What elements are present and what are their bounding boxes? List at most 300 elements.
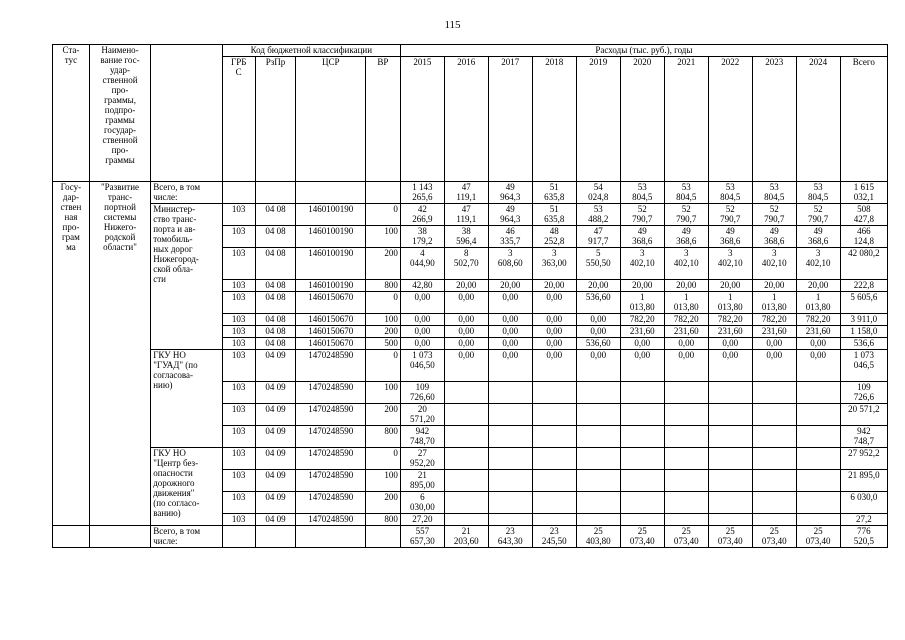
value-cell: 49 368,6	[664, 226, 708, 248]
value-cell: 1 013,80	[752, 292, 796, 314]
ministry-cell: Министер- ство транс- порта и ав- томобиль- ных дорог Нижегород- ской обла- сти	[151, 204, 223, 350]
value-cell: 0,00	[488, 338, 532, 350]
value-cell	[488, 404, 532, 426]
value-cell: 21 203,60	[444, 526, 488, 548]
value-cell: 20,00	[664, 280, 708, 292]
code-cell: 103	[222, 426, 255, 448]
value-cell: 231,60	[620, 326, 664, 338]
value-cell: 776 520,5	[840, 526, 887, 548]
value-cell: 0,00	[444, 338, 488, 350]
value-cell: 942 748,70	[400, 426, 444, 448]
code-cell: 04 09	[255, 470, 296, 492]
header-blank	[151, 45, 223, 182]
value-cell: 25 403,80	[576, 526, 620, 548]
value-cell	[444, 492, 488, 514]
value-cell	[752, 404, 796, 426]
code-cell: 1470248590	[296, 382, 366, 404]
value-cell: 1 013,80	[664, 292, 708, 314]
value-cell: 49 368,6	[620, 226, 664, 248]
header-expenses-group: Расходы (тыс. руб.), годы	[400, 45, 887, 57]
value-cell: 0,00	[488, 314, 532, 326]
value-cell: 47 917,7	[576, 226, 620, 248]
code-cell: 103	[222, 350, 255, 382]
value-cell: 20 571,20	[400, 404, 444, 426]
value-cell	[532, 404, 576, 426]
value-cell: 49 964,3	[488, 204, 532, 226]
code-cell: 1460100190	[296, 280, 366, 292]
code-cell: 1470248590	[296, 448, 366, 470]
value-cell	[576, 382, 620, 404]
value-cell: 3 402,10	[796, 248, 840, 280]
code-cell: 04 09	[255, 382, 296, 404]
value-cell: 25 073,40	[752, 526, 796, 548]
value-cell: 27,2	[840, 514, 887, 526]
value-cell	[444, 404, 488, 426]
code-cell: 04 08	[255, 280, 296, 292]
value-cell: 0,00	[444, 314, 488, 326]
value-cell: 0,00	[708, 338, 752, 350]
value-cell: 20,00	[576, 280, 620, 292]
csdd-cell: ГКУ НО "Центр без- опасности дорожного движения" (по согласо- ванию)	[151, 448, 223, 526]
code-cell	[296, 526, 366, 548]
value-cell: 20,00	[444, 280, 488, 292]
code-cell: 1470248590	[296, 404, 366, 426]
header-year: 2022	[708, 57, 752, 182]
code-cell: 103	[222, 326, 255, 338]
value-cell: 53 804,5	[664, 182, 708, 204]
code-cell: 800	[366, 280, 401, 292]
value-cell	[664, 448, 708, 470]
value-cell: 0,00	[488, 292, 532, 314]
value-cell: 782,20	[796, 314, 840, 326]
table-row	[53, 204, 888, 226]
value-cell: 3 363,00	[532, 248, 576, 280]
code-cell: 103	[222, 338, 255, 350]
code-cell: 04 08	[255, 292, 296, 314]
value-cell: 52 790,7	[708, 204, 752, 226]
code-cell: 04 08	[255, 338, 296, 350]
value-cell: 782,20	[664, 314, 708, 326]
value-cell: 231,60	[752, 326, 796, 338]
value-cell	[752, 382, 796, 404]
value-cell: 0,00	[400, 314, 444, 326]
code-cell: 103	[222, 492, 255, 514]
value-cell: 0,00	[796, 350, 840, 382]
value-cell	[708, 492, 752, 514]
header-year: 2016	[444, 57, 488, 182]
value-cell	[752, 470, 796, 492]
value-cell	[752, 426, 796, 448]
value-cell: 0,00	[444, 326, 488, 338]
value-cell: 231,60	[708, 326, 752, 338]
code-cell: 500	[366, 338, 401, 350]
value-cell	[576, 492, 620, 514]
code-cell: 1460150670	[296, 326, 366, 338]
header-name: Наимено- вание гос- удар- ственной про- граммы, подпро- граммы государ- ственной про- граммы	[89, 45, 150, 182]
header-year: 2015	[400, 57, 444, 182]
value-cell: 21 895,00	[400, 470, 444, 492]
value-cell	[444, 382, 488, 404]
value-cell: 0,00	[796, 338, 840, 350]
value-cell: 536,60	[576, 338, 620, 350]
value-cell	[796, 404, 840, 426]
value-cell: 0,00	[488, 326, 532, 338]
code-cell: 1460150670	[296, 338, 366, 350]
value-cell: 782,20	[752, 314, 796, 326]
code-cell: 0	[366, 448, 401, 470]
value-cell	[532, 514, 576, 526]
code-cell: 04 09	[255, 448, 296, 470]
code-cell	[255, 526, 296, 548]
value-cell: 0,00	[532, 292, 576, 314]
value-cell: 21 895,0	[840, 470, 887, 492]
code-cell: 1460100190	[296, 204, 366, 226]
code-cell: 1470248590	[296, 514, 366, 526]
value-cell: 6 030,00	[400, 492, 444, 514]
code-cell: 103	[222, 514, 255, 526]
value-cell: 0,00	[664, 338, 708, 350]
value-cell: 20,00	[488, 280, 532, 292]
header-year: Всего	[840, 57, 887, 182]
page-number: 115	[444, 19, 461, 31]
value-cell: 782,20	[708, 314, 752, 326]
value-cell: 48 252,8	[532, 226, 576, 248]
value-cell: 3 911,0	[840, 314, 887, 326]
header-status: Ста- тус	[53, 45, 90, 182]
code-cell: 04 09	[255, 350, 296, 382]
value-cell: 0,00	[620, 338, 664, 350]
value-cell: 20,00	[532, 280, 576, 292]
code-cell: 200	[366, 248, 401, 280]
code-cell: 103	[222, 280, 255, 292]
code-cell: 04 08	[255, 248, 296, 280]
code-cell: 100	[366, 226, 401, 248]
value-cell: 6 030,0	[840, 492, 887, 514]
code-cell: 0	[366, 292, 401, 314]
value-cell	[620, 382, 664, 404]
value-cell	[752, 492, 796, 514]
value-cell: 0,00	[532, 338, 576, 350]
value-cell: 42 266,9	[400, 204, 444, 226]
value-cell: 557 657,30	[400, 526, 444, 548]
value-cell: 0,00	[752, 350, 796, 382]
value-cell: 38 179,2	[400, 226, 444, 248]
value-cell: 53 804,5	[708, 182, 752, 204]
value-cell	[532, 426, 576, 448]
code-cell: 1470248590	[296, 492, 366, 514]
bottom-total-label: Всего, в том числе:	[151, 526, 223, 548]
value-cell	[444, 514, 488, 526]
code-cell: 200	[366, 404, 401, 426]
value-cell: 0,00	[752, 338, 796, 350]
header-code-group: Код бюджетной классификации	[222, 45, 400, 57]
value-cell	[532, 492, 576, 514]
header-year: 2020	[620, 57, 664, 182]
value-cell: 0,00	[576, 350, 620, 382]
header-code-col: ГРБ С	[222, 57, 255, 182]
code-cell	[222, 526, 255, 548]
budget-table	[52, 44, 888, 548]
value-cell: 51 635,8	[532, 182, 576, 204]
value-cell: 51 635,8	[532, 204, 576, 226]
code-cell: 103	[222, 248, 255, 280]
value-cell: 0,00	[708, 350, 752, 382]
value-cell	[576, 470, 620, 492]
value-cell	[752, 448, 796, 470]
guad-cell: ГКУ НО "ГУАД" (по согласова- нию)	[151, 350, 223, 448]
value-cell: 8 502,70	[444, 248, 488, 280]
value-cell	[532, 470, 576, 492]
code-cell: 04 09	[255, 492, 296, 514]
value-cell: 0,00	[664, 350, 708, 382]
code-cell: 04 09	[255, 426, 296, 448]
value-cell: 46 335,7	[488, 226, 532, 248]
value-cell: 42,80	[400, 280, 444, 292]
value-cell: 49 368,6	[708, 226, 752, 248]
value-cell	[532, 448, 576, 470]
value-cell: 20 571,2	[840, 404, 887, 426]
value-cell: 23 643,30	[488, 526, 532, 548]
value-cell: 49 368,6	[752, 226, 796, 248]
value-cell	[708, 404, 752, 426]
value-cell: 0,00	[444, 292, 488, 314]
value-cell	[620, 426, 664, 448]
code-cell: 100	[366, 382, 401, 404]
value-cell: 0,00	[532, 350, 576, 382]
value-cell	[444, 448, 488, 470]
code-cell	[296, 182, 366, 204]
value-cell: 0,00	[532, 314, 576, 326]
value-cell	[664, 470, 708, 492]
value-cell	[620, 514, 664, 526]
value-cell	[664, 426, 708, 448]
program-name-cell: "Развитие транс- портной системы Нижего- родской области"	[89, 182, 150, 526]
value-cell: 0,00	[488, 350, 532, 382]
code-cell: 04 08	[255, 314, 296, 326]
code-cell: 200	[366, 326, 401, 338]
code-cell	[366, 182, 401, 204]
value-cell: 109 726,60	[400, 382, 444, 404]
value-cell: 231,60	[664, 326, 708, 338]
value-cell: 0,00	[400, 326, 444, 338]
code-cell: 1460150670	[296, 292, 366, 314]
value-cell	[708, 470, 752, 492]
code-cell: 100	[366, 314, 401, 326]
value-cell: 20,00	[752, 280, 796, 292]
value-cell: 25 073,40	[664, 526, 708, 548]
header-row	[53, 45, 888, 57]
code-cell: 103	[222, 314, 255, 326]
code-cell: 103	[222, 204, 255, 226]
value-cell	[620, 492, 664, 514]
value-cell: 3 402,10	[708, 248, 752, 280]
value-cell: 1 013,80	[620, 292, 664, 314]
value-cell: 54 024,8	[576, 182, 620, 204]
code-cell: 1470248590	[296, 470, 366, 492]
value-cell: 466 124,8	[840, 226, 887, 248]
code-cell: 100	[366, 470, 401, 492]
value-cell	[576, 426, 620, 448]
code-cell: 103	[222, 404, 255, 426]
code-cell: 1460100190	[296, 248, 366, 280]
value-cell: 52 790,7	[620, 204, 664, 226]
value-cell: 53 804,5	[796, 182, 840, 204]
value-cell: 23 245,50	[532, 526, 576, 548]
code-cell: 103	[222, 448, 255, 470]
value-cell: 0,00	[532, 326, 576, 338]
code-cell: 200	[366, 492, 401, 514]
value-cell	[488, 514, 532, 526]
value-cell: 47 119,1	[444, 182, 488, 204]
table-row	[53, 448, 888, 470]
value-cell	[664, 404, 708, 426]
value-cell: 536,60	[576, 292, 620, 314]
value-cell: 0,00	[444, 350, 488, 382]
value-cell: 782,20	[620, 314, 664, 326]
table-row	[53, 350, 888, 382]
value-cell: 1 073 046,5	[840, 350, 887, 382]
value-cell: 109 726,6	[840, 382, 887, 404]
bottom-total-row	[53, 526, 888, 548]
value-cell: 27,20	[400, 514, 444, 526]
code-cell	[366, 526, 401, 548]
value-cell: 0,00	[576, 326, 620, 338]
code-cell: 0	[366, 204, 401, 226]
value-cell: 27 952,20	[400, 448, 444, 470]
value-cell	[796, 382, 840, 404]
value-cell: 0,00	[620, 350, 664, 382]
header-code-col: РзПр	[255, 57, 296, 182]
code-cell: 04 09	[255, 514, 296, 526]
code-cell: 04 09	[255, 404, 296, 426]
value-cell	[576, 514, 620, 526]
value-cell: 5 550,50	[576, 248, 620, 280]
value-cell: 38 596,4	[444, 226, 488, 248]
value-cell: 942 748,7	[840, 426, 887, 448]
value-cell: 49 964,3	[488, 182, 532, 204]
value-cell	[620, 404, 664, 426]
value-cell	[620, 448, 664, 470]
value-cell: 53 804,5	[620, 182, 664, 204]
code-cell	[255, 182, 296, 204]
code-cell: 800	[366, 514, 401, 526]
value-cell: 20,00	[708, 280, 752, 292]
value-cell: 25 073,40	[620, 526, 664, 548]
value-cell: 1 615 032,1	[840, 182, 887, 204]
code-cell: 103	[222, 292, 255, 314]
value-cell	[664, 492, 708, 514]
value-cell	[708, 448, 752, 470]
value-cell: 47 119,1	[444, 204, 488, 226]
value-cell: 4 044,90	[400, 248, 444, 280]
code-cell: 1470248590	[296, 426, 366, 448]
value-cell	[796, 426, 840, 448]
value-cell	[796, 514, 840, 526]
value-cell: 52 790,7	[752, 204, 796, 226]
header-year: 2023	[752, 57, 796, 182]
value-cell	[488, 492, 532, 514]
value-cell: 49 368,6	[796, 226, 840, 248]
value-cell: 0,00	[400, 292, 444, 314]
value-cell: 0,00	[576, 314, 620, 326]
code-cell: 04 08	[255, 326, 296, 338]
code-cell	[222, 182, 255, 204]
value-cell	[488, 448, 532, 470]
code-cell: 103	[222, 226, 255, 248]
value-cell: 53 488,2	[576, 204, 620, 226]
value-cell	[620, 470, 664, 492]
value-cell: 53 804,5	[752, 182, 796, 204]
code-cell: 04 08	[255, 204, 296, 226]
value-cell: 3 608,60	[488, 248, 532, 280]
value-cell: 42 080,2	[840, 248, 887, 280]
value-cell: 536,6	[840, 338, 887, 350]
code-cell: 1460150670	[296, 314, 366, 326]
value-cell: 0,00	[400, 338, 444, 350]
value-cell	[532, 382, 576, 404]
code-cell: 800	[366, 426, 401, 448]
total-label: Всего, в том числе:	[151, 182, 223, 204]
value-cell	[796, 448, 840, 470]
value-cell: 3 402,10	[620, 248, 664, 280]
header-year: 2024	[796, 57, 840, 182]
header-code-col: ЦСР	[296, 57, 366, 182]
value-cell: 3 402,10	[664, 248, 708, 280]
code-cell: 1470248590	[296, 350, 366, 382]
value-cell	[664, 514, 708, 526]
value-cell	[708, 426, 752, 448]
header-year: 2018	[532, 57, 576, 182]
value-cell	[752, 514, 796, 526]
value-cell	[576, 448, 620, 470]
value-cell	[708, 514, 752, 526]
header-year: 2021	[664, 57, 708, 182]
value-cell	[576, 404, 620, 426]
value-cell: 20,00	[796, 280, 840, 292]
code-cell: 103	[222, 470, 255, 492]
value-cell: 5 605,6	[840, 292, 887, 314]
value-cell: 1 143 265,6	[400, 182, 444, 204]
value-cell: 1 158,0	[840, 326, 887, 338]
value-cell: 25 073,40	[796, 526, 840, 548]
value-cell	[488, 470, 532, 492]
value-cell: 52 790,7	[664, 204, 708, 226]
code-cell: 0	[366, 350, 401, 382]
status-cell: Госу- дар- ствен ная про- грам ма	[53, 182, 90, 526]
status-cell	[53, 526, 90, 548]
value-cell: 52 790,7	[796, 204, 840, 226]
value-cell: 1 013,80	[708, 292, 752, 314]
code-cell: 04 08	[255, 226, 296, 248]
total-row	[53, 182, 888, 204]
header-year: 2019	[576, 57, 620, 182]
value-cell: 1 073 046,50	[400, 350, 444, 382]
value-cell	[796, 470, 840, 492]
value-cell	[488, 426, 532, 448]
header-year: 2017	[488, 57, 532, 182]
value-cell	[664, 382, 708, 404]
code-cell: 103	[222, 382, 255, 404]
value-cell: 1 013,80	[796, 292, 840, 314]
value-cell: 25 073,40	[708, 526, 752, 548]
value-cell: 3 402,10	[752, 248, 796, 280]
header-code-col: ВР	[366, 57, 401, 182]
value-cell	[708, 382, 752, 404]
value-cell	[444, 426, 488, 448]
value-cell: 508 427,8	[840, 204, 887, 226]
value-cell: 222,8	[840, 280, 887, 292]
code-cell: 1460100190	[296, 226, 366, 248]
